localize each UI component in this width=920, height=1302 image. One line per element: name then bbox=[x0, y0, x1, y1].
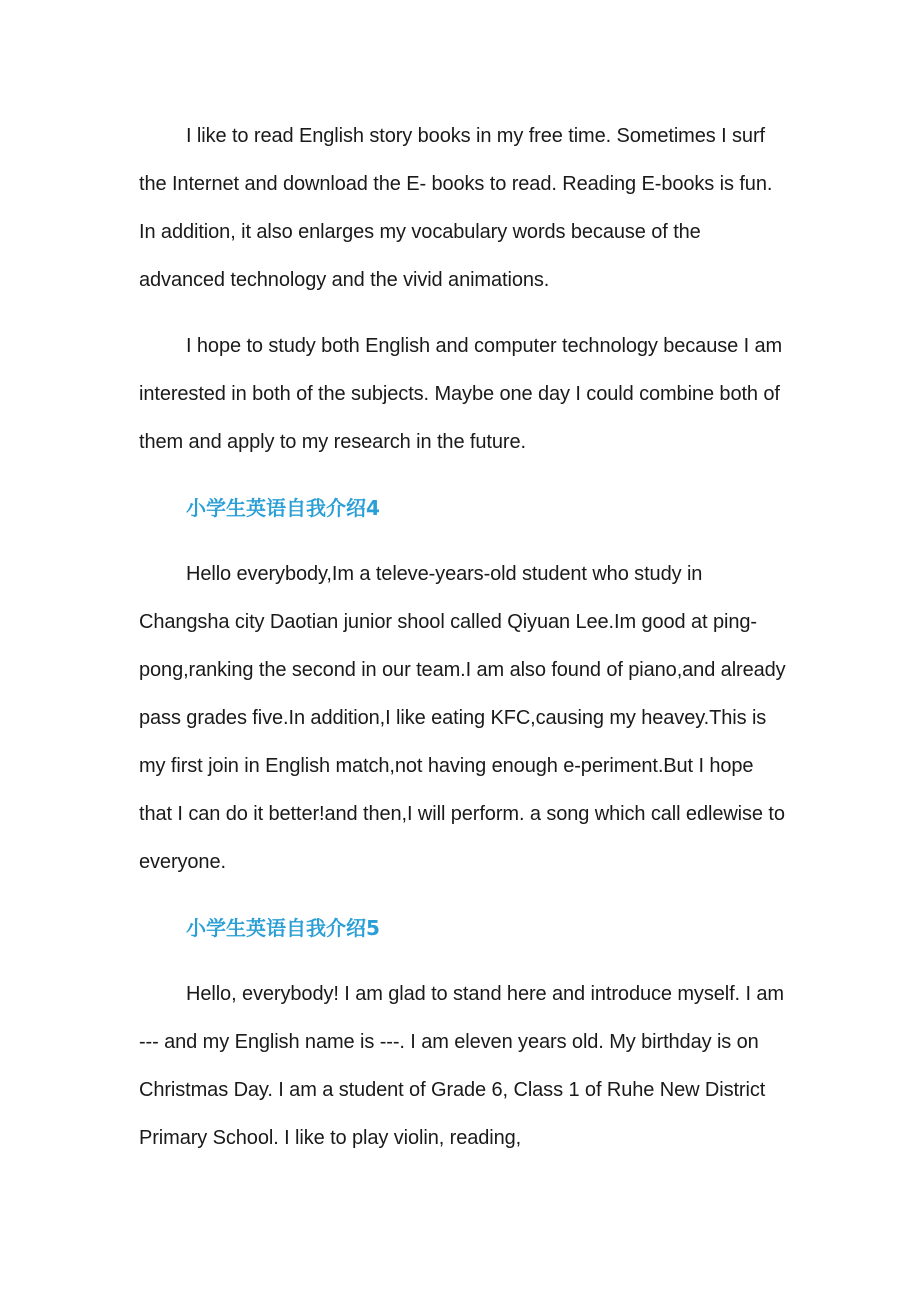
paragraph-study-goals: I hope to study both English and computer technology because I am interested in both of the subjects. Maybe one day I could combine both of them and apply to my research in the future. bbox=[139, 335, 783, 453]
paragraph-section-5: Hello, everybody! I am glad to stand here and introduce myself. I am --- and my English name is ---. I am eleven years old. My birthday is on Christmas Day. I am a student of Grade 6, Class 1 of Ruhe New District Primary School. I like to play violin, reading, bbox=[139, 983, 784, 1149]
document-body bbox=[139, 112, 789, 1180]
section-heading-4: 小学生英语自我介绍4 bbox=[186, 496, 380, 520]
paragraph-reading-books: I like to read English story books in my free time. Sometimes I surf the Internet and download the E- books to read. Reading E-books is fun. In addition, it also enlarges my vocabulary words because of the advanced technology and the vivid animations. bbox=[139, 125, 773, 291]
section-heading-5: 小学生英语自我介绍5 bbox=[186, 916, 380, 940]
paragraph-section-4: Hello everybody,Im a televe-years-old student who study in Changsha city Daotian junior shool called Qiyuan Lee.Im good at ping-pong,ranking the second in our team.I am also found of piano,and already pass grades five.In addition,I like eating KFC,causing my heavey.This is my first join in English match,not having enough e-periment.But I hope that I can do it better!and then,I will perform. a song which call edlewise to everyone. bbox=[139, 563, 786, 873]
